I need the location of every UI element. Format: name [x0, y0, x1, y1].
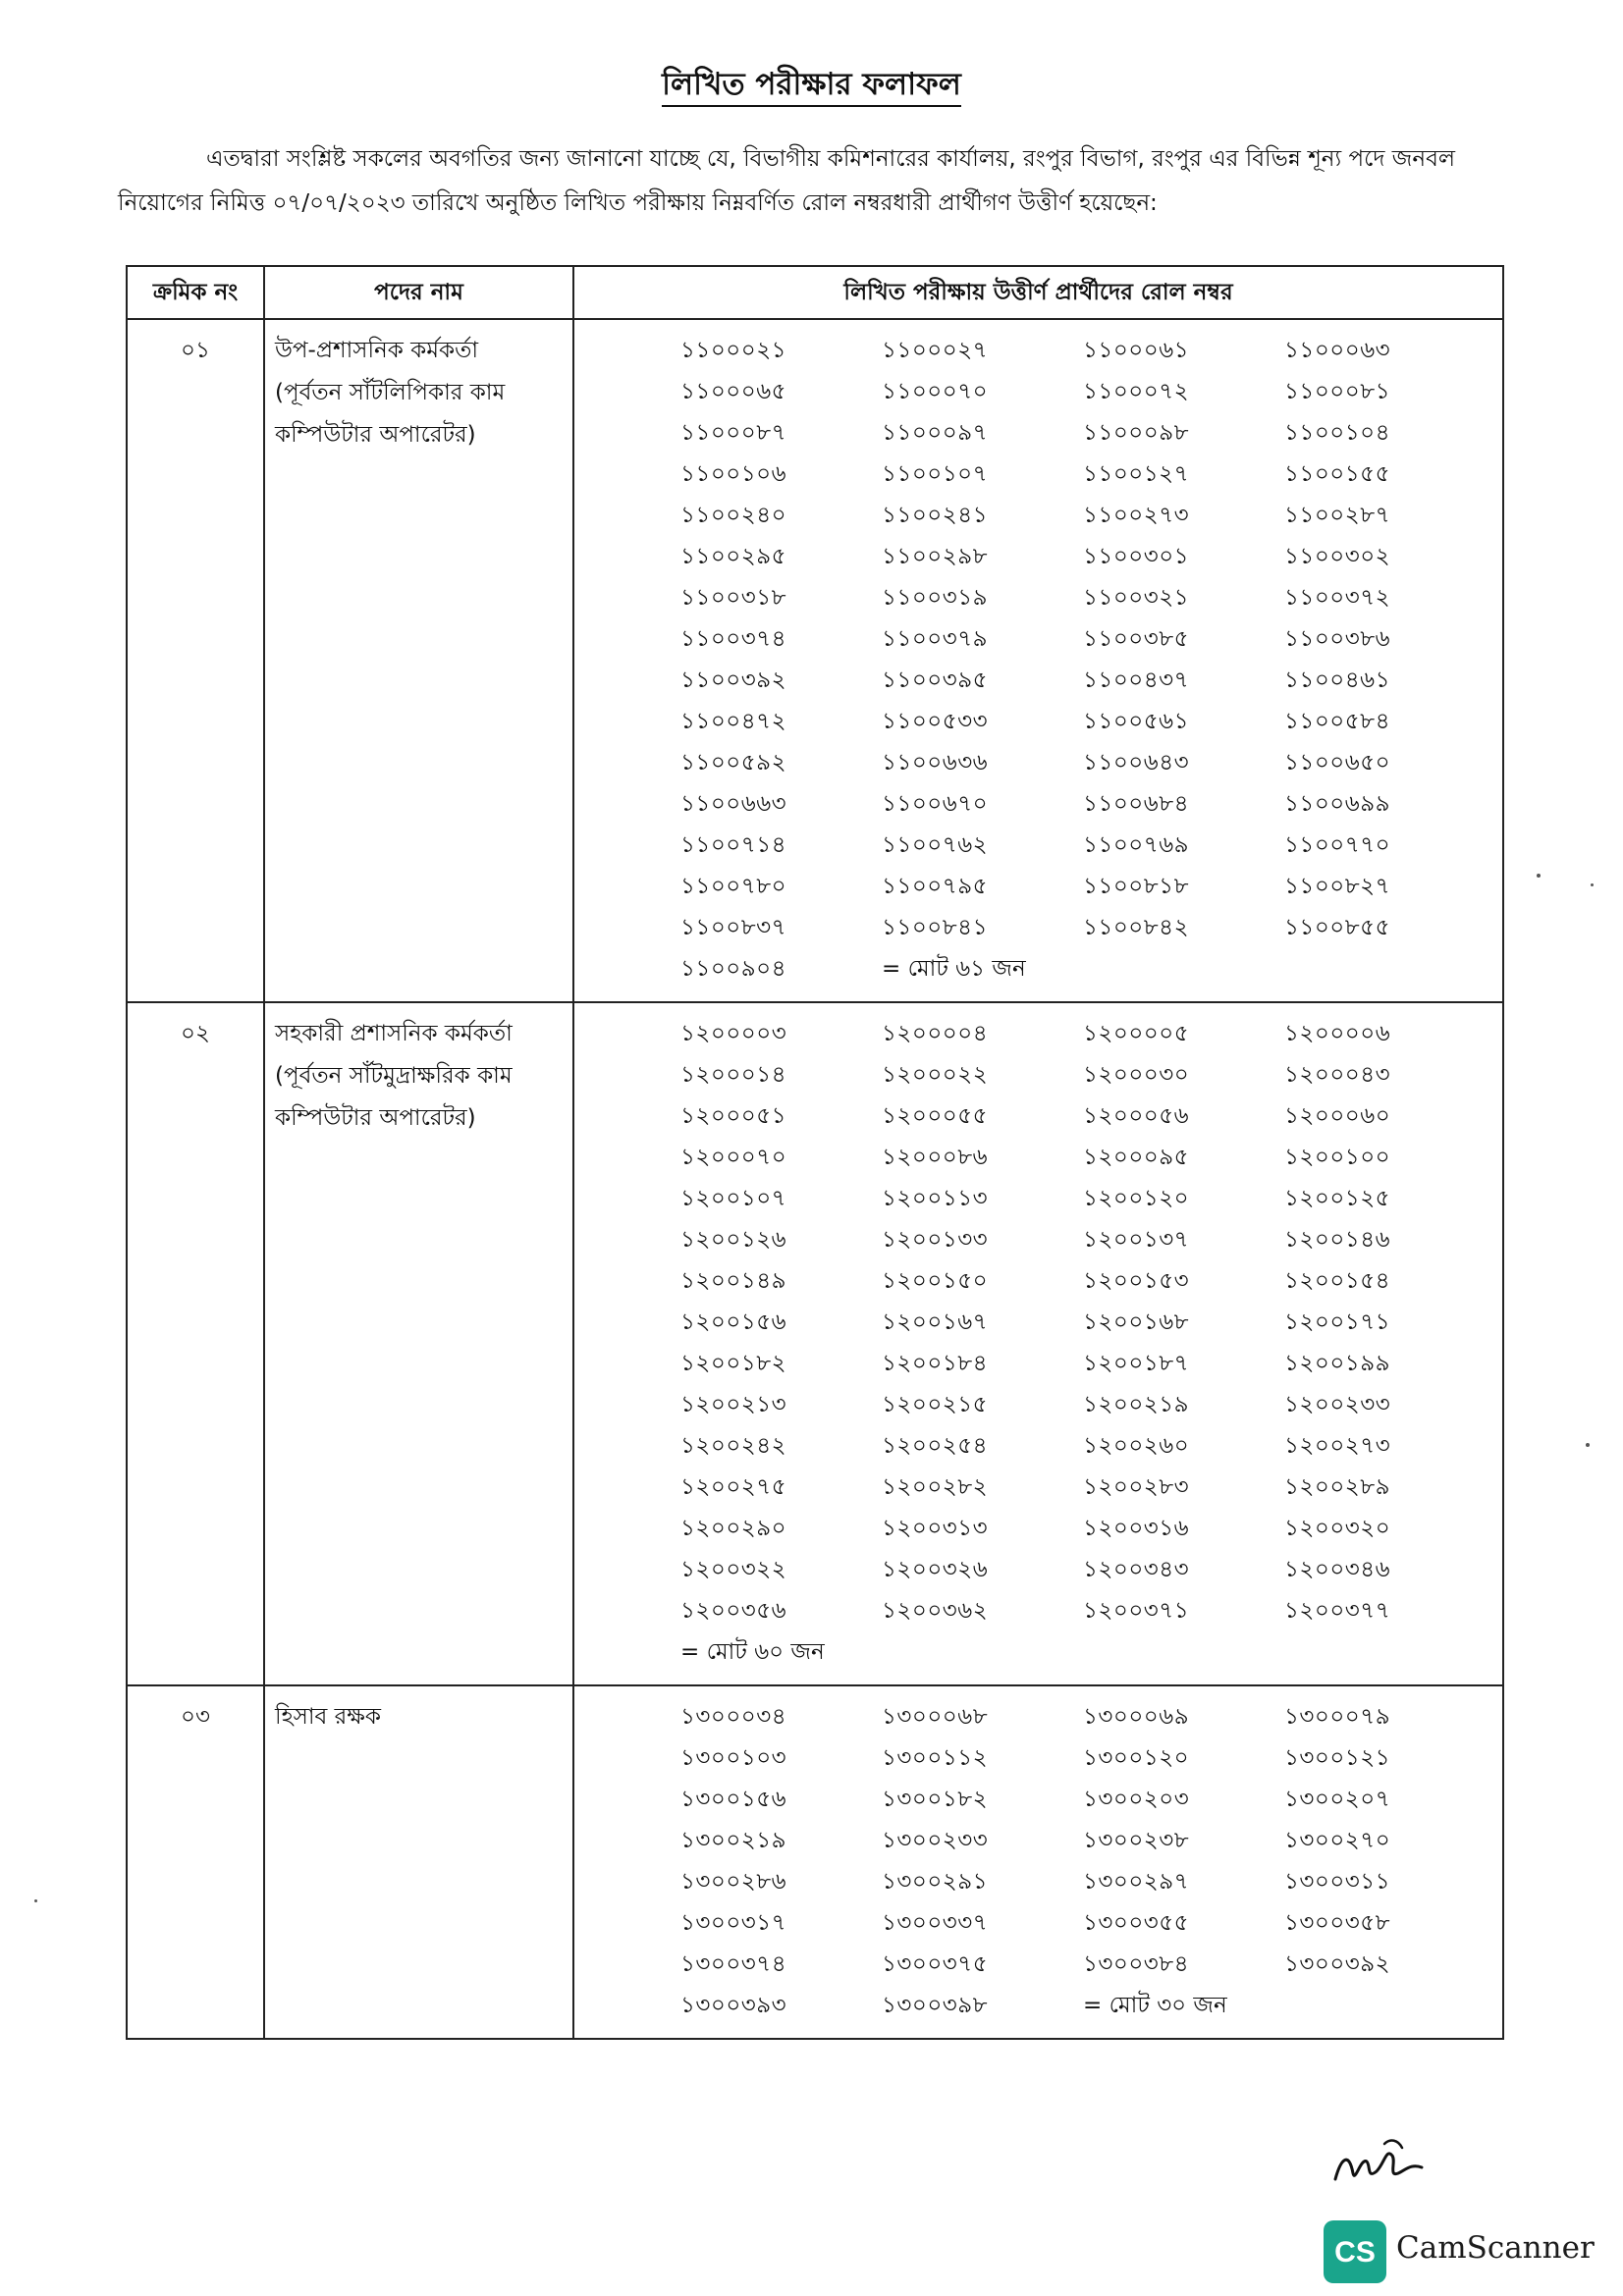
roll-number: ১২০০০০৪	[882, 1021, 989, 1046]
roll-number: ১২০০১৯৯	[1284, 1351, 1391, 1376]
post-name-line: (পূর্বতন সাঁটমুদ্রাক্ষরিক কাম	[275, 1063, 513, 1089]
roll-number: ১২০০৩৬২	[882, 1598, 989, 1624]
roll-number: ১৩০০৩৭৪	[680, 1951, 787, 1977]
roll-number: ১২০০০৩০	[1083, 1062, 1190, 1088]
roll-number: ১১০০২৮৭	[1284, 503, 1391, 528]
roll-number: ১১০০৮১৮	[1083, 874, 1190, 899]
roll-number: ১২০০০০৫	[1083, 1021, 1190, 1046]
roll-number: ১২০০০৪৩	[1284, 1062, 1391, 1088]
roll-number: ১১০০৩৯৫	[882, 667, 989, 693]
roll-number: ১২০০২৮৯	[1284, 1474, 1391, 1500]
roll-number: ১১০০০২৭	[882, 338, 989, 363]
roll-number: ১৩০০২৩৩	[882, 1828, 989, 1853]
roll-number: ১৩০০৩৫৮	[1284, 1910, 1391, 1936]
camscanner-badge-text: CS	[1334, 2236, 1376, 2269]
roll-number: ১২০০১১৩	[882, 1186, 989, 1211]
roll-number: ১১০০২৯৮	[882, 544, 989, 569]
roll-number: ১২০০৩৭১	[1083, 1598, 1190, 1624]
roll-number: ১২০০১৫৩	[1083, 1268, 1190, 1294]
table-row	[127, 1685, 1503, 2039]
total-count: = মোট ৬০ জন	[680, 1639, 825, 1665]
roll-number: ১১০০২৪১	[882, 503, 989, 528]
total-count: = মোট ৩০ জন	[1083, 1993, 1227, 2018]
roll-number: ১৩০০০৬৯	[1083, 1704, 1190, 1730]
roll-number: ১১০০৩৭৪	[680, 626, 787, 652]
roll-number: ১২০০৩১৩	[882, 1516, 989, 1541]
scan-speck	[1591, 883, 1594, 886]
roll-number: ১১০০৩১৯	[882, 585, 989, 611]
roll-number: ১১০০৮৪২	[1083, 915, 1190, 940]
post-name-line: হিসাব রক্ষক	[275, 1704, 382, 1730]
roll-number: ১৩০০১৮২	[882, 1787, 989, 1812]
signature-icon	[1327, 2128, 1435, 2197]
table-header-row	[127, 266, 1503, 319]
roll-number: ১১০০৪৩৭	[1083, 667, 1190, 693]
roll-number: ১২০০৩৪৬	[1284, 1557, 1391, 1582]
roll-number: ১২০০০১৪	[680, 1062, 787, 1088]
intro-paragraph: এতদ্বারা সংশ্লিষ্ট সকলের অবগতির জন্য জানানো যাচ্ছে যে, বিভাগীয় কমিশনারের কার্যালয়, রংপুর বিভাগ, রংপুর এর বিভিন্ন শূন্য পদে জনবল নিয়োগের নিমিত্ত ০৭/০৭/২০২৩ তারিখে অনুষ্ঠিত লিখিত পরীক্ষায় নিম্নবর্ণিত রোল নম্বরধারী প্রার্থীগণ উত্তীর্ণ হয়েছেন:	[118, 146, 1456, 216]
roll-number: ১৩০০৩৭৫	[882, 1951, 989, 1977]
serial-header: ক্রমিক নং	[127, 266, 264, 319]
roll-number: ১২০০২৯০	[680, 1516, 787, 1541]
roll-number-grid	[680, 1696, 1502, 2026]
roll-number: ১৩০০০৬৮	[882, 1704, 989, 1730]
roll-number: ১২০০০৯৫	[1083, 1145, 1190, 1170]
post-name-line: কম্পিউটার অপারেটর)	[275, 1105, 476, 1131]
roll-number: ১২০০১৭১	[1284, 1309, 1391, 1335]
roll-number: ১৩০০৩৯৩	[680, 1993, 787, 2018]
roll-number: ১৩০০০৩৪	[680, 1704, 787, 1730]
roll-number: ১৩০০১১২	[882, 1745, 989, 1771]
roll-number: ১৩০০০৭৯	[1284, 1704, 1391, 1730]
roll-number: ১১০০৩০২	[1284, 544, 1391, 569]
roll-number: ১২০০১৮৪	[882, 1351, 989, 1376]
roll-number: ১১০০৭৮০	[680, 874, 787, 899]
roll-number: ১২০০২১৩	[680, 1392, 787, 1417]
roll-number: ১২০০০০৬	[1284, 1021, 1391, 1046]
roll-number: ১২০০১৫০	[882, 1268, 989, 1294]
roll-number: ১২০০১৩৭	[1083, 1227, 1190, 1253]
roll-number: ১২০০১৬৮	[1083, 1309, 1190, 1335]
roll-number: ১১০০৮৪১	[882, 915, 989, 940]
roll-number: ১১০০১০৬	[680, 461, 787, 487]
roll-number: ১২০০০০৩	[680, 1021, 787, 1046]
roll-number: ১২০০৩২৬	[882, 1557, 989, 1582]
post-name-cell	[264, 319, 573, 1002]
roll-number: ১১০০৫৩৩	[882, 709, 989, 734]
roll-number: ১২০০০৫১	[680, 1103, 787, 1129]
roll-number: ১১০০২৯৫	[680, 544, 787, 569]
rolls-header: লিখিত পরীক্ষায় উত্তীর্ণ প্রার্থীদের রোল নম্বর	[573, 266, 1503, 319]
roll-number: ১১০০৪৬১	[1284, 667, 1391, 693]
post-name-cell	[264, 1002, 573, 1685]
roll-number: ১১০০০২১	[680, 338, 787, 363]
roll-number: ১৩০০২৭০	[1284, 1828, 1391, 1853]
table-row	[127, 1002, 1503, 1685]
roll-number: ১৩০০২১৯	[680, 1828, 787, 1853]
post-name-line: (পূর্বতন সাঁটলিপিকার কাম	[275, 380, 506, 405]
results-table-body	[127, 319, 1503, 2039]
roll-number: ১১০০৭৬৯	[1083, 832, 1190, 858]
roll-number: ১৩০০৩৮৪	[1083, 1951, 1190, 1977]
roll-number: ১১০০১০৭	[882, 461, 989, 487]
roll-number: ১২০০৩৫৬	[680, 1598, 787, 1624]
roll-number: ১২০০১২৬	[680, 1227, 787, 1253]
roll-number: ১১০০৬৪৩	[1083, 750, 1190, 775]
roll-number: ১১০০৮২৭	[1284, 874, 1391, 899]
roll-number: ১১০০৩৯২	[680, 667, 787, 693]
roll-number: ১১০০৩৮৫	[1083, 626, 1190, 652]
roll-number: ১১০০৬৬৩	[680, 791, 787, 817]
roll-number: ১৩০০৩১৭	[680, 1910, 787, 1936]
roll-number: ১১০০৬৩৬	[882, 750, 989, 775]
roll-number-grid	[680, 1013, 1502, 1673]
scan-speck	[1586, 1443, 1590, 1447]
roll-number: ১২০০২১৫	[882, 1392, 989, 1417]
roll-number: ১১০০০৯৭	[882, 420, 989, 446]
scan-speck	[1537, 874, 1541, 878]
rolls-cell	[573, 1685, 1503, 2039]
rolls-cell	[573, 1002, 1503, 1685]
roll-number: ১৩০০৩৯২	[1284, 1951, 1391, 1977]
roll-number: ১২০০২৬০	[1083, 1433, 1190, 1459]
roll-number: ১২০০২৭৫	[680, 1474, 787, 1500]
post-name-line: উপ-প্রশাসনিক কর্মকর্তা	[275, 338, 479, 363]
roll-number: ১১০০০৬১	[1083, 338, 1190, 363]
serial-cell: ০২	[127, 1002, 264, 1685]
roll-number: ১২০০০৬০	[1284, 1103, 1391, 1129]
roll-number: ১১০০৭৭০	[1284, 832, 1391, 858]
roll-number: ১৩০০৩১১	[1284, 1869, 1391, 1895]
roll-number: ১১০০৫৯২	[680, 750, 787, 775]
rolls-cell	[573, 319, 1503, 1002]
roll-number: ১১০০৩৭২	[1284, 585, 1391, 611]
roll-number: ১১০০০৬৩	[1284, 338, 1391, 363]
post-name-cell	[264, 1685, 573, 2039]
roll-number: ১১০০৯০৪	[680, 956, 787, 982]
roll-number: ১২০০২৪২	[680, 1433, 787, 1459]
roll-number: ১১০০৭৯৫	[882, 874, 989, 899]
roll-number: ১১০০০৮৭	[680, 420, 787, 446]
roll-number: ১১০০৬৭০	[882, 791, 989, 817]
roll-number: ১৩০০১২০	[1083, 1745, 1190, 1771]
roll-number: ১৩০০৩৯৮	[882, 1993, 989, 2018]
roll-number: ১১০০৬৯৯	[1284, 791, 1391, 817]
roll-number: ১১০০২৪০	[680, 503, 787, 528]
roll-number: ১২০০০৫৫	[882, 1103, 989, 1129]
roll-number: ১১০০৬৮৪	[1083, 791, 1190, 817]
roll-number: ১৩০০৩৫৫	[1083, 1910, 1190, 1936]
roll-number-grid	[680, 330, 1502, 989]
roll-number: ১১০০৭৬২	[882, 832, 989, 858]
roll-number: ১২০০২৮২	[882, 1474, 989, 1500]
serial-cell: ০১	[127, 319, 264, 1002]
roll-number: ১২০০১৪৯	[680, 1268, 787, 1294]
roll-number: ১২০০১৮৭	[1083, 1351, 1190, 1376]
roll-number: ১১০০৪৭২	[680, 709, 787, 734]
roll-number: ১৩০০১২১	[1284, 1745, 1391, 1771]
roll-number: ১৩০০২৩৮	[1083, 1828, 1190, 1853]
roll-number: ১১০০৬৫০	[1284, 750, 1391, 775]
roll-number: ১১০০৭১৪	[680, 832, 787, 858]
roll-number: ১২০০১৪৬	[1284, 1227, 1391, 1253]
roll-number: ১৩০০২০৩	[1083, 1787, 1190, 1812]
post-header: পদের নাম	[264, 266, 573, 319]
roll-number: ১১০০১৫৫	[1284, 461, 1391, 487]
roll-number: ১২০০২১৯	[1083, 1392, 1190, 1417]
roll-number: ১২০০০৮৬	[882, 1145, 989, 1170]
roll-number: ১১০০০৭০	[882, 379, 989, 404]
roll-number: ১২০০২৮৩	[1083, 1474, 1190, 1500]
roll-number: ১২০০২৩৩	[1284, 1392, 1391, 1417]
roll-number: ১২০০১৫৬	[680, 1309, 787, 1335]
roll-number: ১৩০০৩৩৭	[882, 1910, 989, 1936]
roll-number: ১১০০৫৮৪	[1284, 709, 1391, 734]
roll-number: ১২০০০২২	[882, 1062, 989, 1088]
roll-number: ১২০০৩৭৭	[1284, 1598, 1391, 1624]
roll-number: ১১০০৩০১	[1083, 544, 1190, 569]
roll-number: ১২০০৩৪৩	[1083, 1557, 1190, 1582]
roll-number: ১১০০২৭৩	[1083, 503, 1190, 528]
roll-number: ১১০০১০৪	[1284, 420, 1391, 446]
results-table	[126, 265, 1504, 2040]
roll-number: ১১০০০৭২	[1083, 379, 1190, 404]
roll-number: ১৩০০২৮৬	[680, 1869, 787, 1895]
post-name-line: কম্পিউটার অপারেটর)	[275, 422, 476, 448]
roll-number: ১২০০১২৫	[1284, 1186, 1391, 1211]
roll-number: ১২০০৩১৬	[1083, 1516, 1190, 1541]
roll-number: ১২০০১০৭	[680, 1186, 787, 1211]
roll-number: ১১০০০৮১	[1284, 379, 1391, 404]
roll-number: ১১০০৫৬১	[1083, 709, 1190, 734]
roll-number: ১২০০১৮২	[680, 1351, 787, 1376]
roll-number: ১৩০০২৯৭	[1083, 1869, 1190, 1895]
camscanner-logo-icon	[1324, 2220, 1386, 2283]
roll-number: ১২০০২৭৩	[1284, 1433, 1391, 1459]
roll-number: ১১০০৩৮৬	[1284, 626, 1391, 652]
roll-number: ১২০০০৭০	[680, 1145, 787, 1170]
roll-number: ১২০০১৫৪	[1284, 1268, 1391, 1294]
serial-cell: ০৩	[127, 1685, 264, 2039]
roll-number: ১১০০০৬৫	[680, 379, 787, 404]
roll-number: ১২০০২৫৪	[882, 1433, 989, 1459]
roll-number: ১২০০৩২২	[680, 1557, 787, 1582]
roll-number: ১২০০১২০	[1083, 1186, 1190, 1211]
camscanner-brand: CamScanner	[1396, 2230, 1595, 2266]
total-count: = মোট ৬১ জন	[882, 956, 1026, 982]
page-title: লিখিত পরীক্ষার ফলাফল	[0, 61, 1623, 112]
roll-number: ১১০০৩৭৯	[882, 626, 989, 652]
roll-number: ১১০০০৯৮	[1083, 420, 1190, 446]
roll-number: ১৩০০২০৭	[1284, 1787, 1391, 1812]
scan-speck	[34, 1899, 37, 1902]
roll-number: ১২০০১৩৩	[882, 1227, 989, 1253]
roll-number: ১২০০১০০	[1284, 1145, 1391, 1170]
roll-number: ১২০০৩২০	[1284, 1516, 1391, 1541]
table-row	[127, 319, 1503, 1002]
roll-number: ১১০০১২৭	[1083, 461, 1190, 487]
roll-number: ১৩০০১০৩	[680, 1745, 787, 1771]
roll-number: ১১০০৩১৮	[680, 585, 787, 611]
roll-number: ১২০০১৬৭	[882, 1309, 989, 1335]
roll-number: ১২০০০৫৬	[1083, 1103, 1190, 1129]
roll-number: ১৩০০২৯১	[882, 1869, 989, 1895]
roll-number: ১১০০৮৫৫	[1284, 915, 1391, 940]
roll-number: ১১০০৮৩৭	[680, 915, 787, 940]
post-name-line: সহকারী প্রশাসনিক কর্মকর্তা	[275, 1021, 513, 1046]
roll-number: ১৩০০১৫৬	[680, 1787, 787, 1812]
roll-number: ১১০০৩২১	[1083, 585, 1190, 611]
